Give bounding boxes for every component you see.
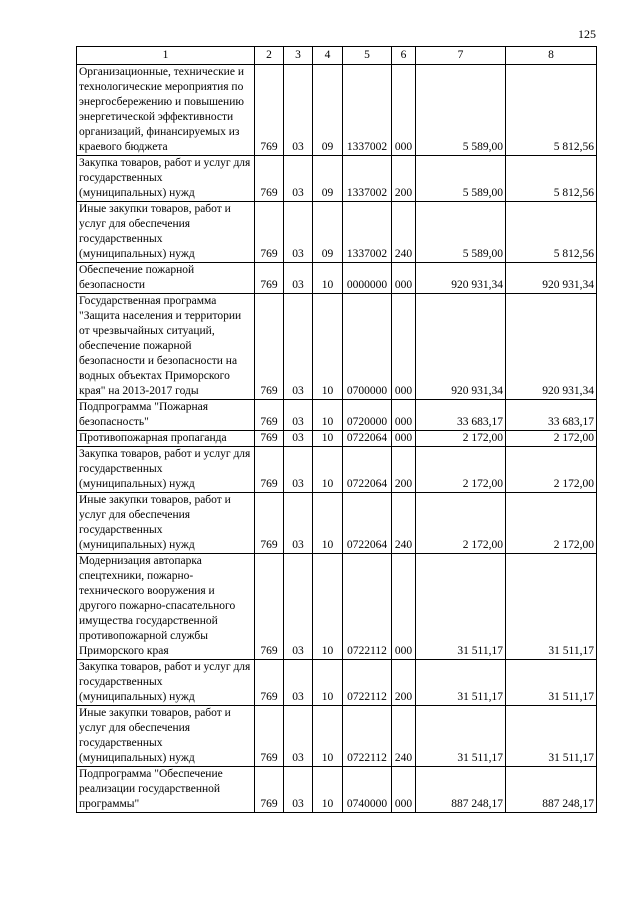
table-row (77, 447, 597, 493)
ministry-code: 769 (255, 493, 284, 554)
header-row (77, 47, 597, 65)
amount-year-2: 5 812,56 (506, 65, 597, 156)
ministry-code: 769 (255, 447, 284, 493)
table-row (77, 767, 597, 813)
item-name: Закупка товаров, работ и услуг для государственных (муниципальных) нужд (77, 660, 255, 706)
target-article-code: 1337002 (343, 202, 392, 263)
section-code: 03 (284, 447, 313, 493)
subsection-code: 10 (313, 431, 343, 447)
subsection-code: 10 (313, 554, 343, 660)
amount-year-2: 2 172,00 (506, 431, 597, 447)
header-col-1: 1 (77, 47, 255, 65)
amount-year-2: 31 511,17 (506, 706, 597, 767)
subsection-code: 10 (313, 660, 343, 706)
subsection-code: 10 (313, 767, 343, 813)
item-name: Обеспечение пожарной безопасности (77, 263, 255, 294)
expense-type-code: 000 (392, 767, 416, 813)
item-name: Закупка товаров, работ и услуг для государственных (муниципальных) нужд (77, 447, 255, 493)
table-row (77, 660, 597, 706)
section-code: 03 (284, 554, 313, 660)
subsection-code: 10 (313, 400, 343, 431)
item-name: Иные закупки товаров, работ и услуг для обеспечения государственных (муниципальных) нужд (77, 202, 255, 263)
ministry-code: 769 (255, 400, 284, 431)
page-number: 125 (578, 27, 596, 41)
subsection-code: 10 (313, 294, 343, 400)
ministry-code: 769 (255, 202, 284, 263)
item-name: Модернизация автопарка спецтехники, пожарно-технического вооружения и другого пожарно-спасательного имущества государственной противопожарной службы Приморского края (77, 554, 255, 660)
item-name: Иные закупки товаров, работ и услуг для обеспечения государственных (муниципальных) нужд (77, 706, 255, 767)
subsection-code: 09 (313, 202, 343, 263)
ministry-code: 769 (255, 263, 284, 294)
target-article-code: 1337002 (343, 156, 392, 202)
section-code: 03 (284, 400, 313, 431)
item-name: Закупка товаров, работ и услуг для государственных (муниципальных) нужд (77, 156, 255, 202)
target-article-code: 0722112 (343, 660, 392, 706)
amount-year-2: 33 683,17 (506, 400, 597, 431)
target-article-code: 0700000 (343, 294, 392, 400)
table-row (77, 156, 597, 202)
expense-type-code: 200 (392, 156, 416, 202)
header-col-7: 7 (416, 47, 506, 65)
table-row (77, 554, 597, 660)
ministry-code: 769 (255, 65, 284, 156)
amount-year-1: 2 172,00 (416, 447, 506, 493)
amount-year-2: 31 511,17 (506, 660, 597, 706)
item-name: Государственная программа "Защита населения и территории от чрезвычайных ситуаций, обеспечение пожарной безопасности и безопасности на водных объектах Приморского края" на 2013-2017 годы (77, 294, 255, 400)
table-row (77, 431, 597, 447)
ministry-code: 769 (255, 156, 284, 202)
item-name: Иные закупки товаров, работ и услуг для обеспечения государственных (муниципальных) нужд (77, 493, 255, 554)
ministry-code: 769 (255, 660, 284, 706)
amount-year-1: 887 248,17 (416, 767, 506, 813)
item-name: Подпрограмма "Пожарная безопасность" (77, 400, 255, 431)
section-code: 03 (284, 294, 313, 400)
amount-year-2: 920 931,34 (506, 263, 597, 294)
subsection-code: 10 (313, 493, 343, 554)
target-article-code: 0722112 (343, 706, 392, 767)
expense-type-code: 000 (392, 263, 416, 294)
table-row (77, 706, 597, 767)
expense-type-code: 200 (392, 660, 416, 706)
target-article-code: 0722064 (343, 493, 392, 554)
section-code: 03 (284, 263, 313, 294)
expense-type-code: 000 (392, 554, 416, 660)
item-name: Организационные, технические и технологические мероприятия по энергосбережению и повышению энергетической эффективности организаций, финансируемых из краевого бюджета (77, 65, 255, 156)
subsection-code: 10 (313, 447, 343, 493)
amount-year-1: 5 589,00 (416, 65, 506, 156)
amount-year-2: 5 812,56 (506, 156, 597, 202)
amount-year-2: 2 172,00 (506, 447, 597, 493)
target-article-code: 0000000 (343, 263, 392, 294)
amount-year-2: 5 812,56 (506, 202, 597, 263)
expense-type-code: 000 (392, 65, 416, 156)
amount-year-1: 2 172,00 (416, 493, 506, 554)
ministry-code: 769 (255, 706, 284, 767)
target-article-code: 0722112 (343, 554, 392, 660)
section-code: 03 (284, 156, 313, 202)
section-code: 03 (284, 660, 313, 706)
section-code: 03 (284, 706, 313, 767)
budget-table (76, 46, 597, 813)
item-name: Подпрограмма "Обеспечение реализации государственной программы" (77, 767, 255, 813)
subsection-code: 10 (313, 706, 343, 767)
amount-year-1: 5 589,00 (416, 156, 506, 202)
amount-year-1: 2 172,00 (416, 431, 506, 447)
amount-year-1: 31 511,17 (416, 554, 506, 660)
ministry-code: 769 (255, 554, 284, 660)
table-row (77, 65, 597, 156)
table-body (77, 65, 597, 813)
section-code: 03 (284, 65, 313, 156)
subsection-code: 09 (313, 156, 343, 202)
amount-year-1: 31 511,17 (416, 706, 506, 767)
header-col-5: 5 (343, 47, 392, 65)
subsection-code: 10 (313, 263, 343, 294)
ministry-code: 769 (255, 767, 284, 813)
table-row (77, 294, 597, 400)
amount-year-2: 31 511,17 (506, 554, 597, 660)
header-col-4: 4 (313, 47, 343, 65)
header-col-3: 3 (284, 47, 313, 65)
ministry-code: 769 (255, 431, 284, 447)
target-article-code: 0740000 (343, 767, 392, 813)
amount-year-2: 920 931,34 (506, 294, 597, 400)
expense-type-code: 000 (392, 294, 416, 400)
section-code: 03 (284, 767, 313, 813)
section-code: 03 (284, 431, 313, 447)
amount-year-2: 2 172,00 (506, 493, 597, 554)
table-row (77, 263, 597, 294)
table-row (77, 202, 597, 263)
target-article-code: 0720000 (343, 400, 392, 431)
expense-type-code: 200 (392, 447, 416, 493)
amount-year-1: 5 589,00 (416, 202, 506, 263)
target-article-code: 0722064 (343, 447, 392, 493)
subsection-code: 09 (313, 65, 343, 156)
expense-type-code: 240 (392, 493, 416, 554)
amount-year-1: 31 511,17 (416, 660, 506, 706)
target-article-code: 0722064 (343, 431, 392, 447)
target-article-code: 1337002 (343, 65, 392, 156)
header-col-6: 6 (392, 47, 416, 65)
section-code: 03 (284, 202, 313, 263)
amount-year-1: 33 683,17 (416, 400, 506, 431)
section-code: 03 (284, 493, 313, 554)
ministry-code: 769 (255, 294, 284, 400)
table-row (77, 400, 597, 431)
table-row (77, 493, 597, 554)
expense-type-code: 000 (392, 400, 416, 431)
header-col-2: 2 (255, 47, 284, 65)
expense-type-code: 000 (392, 431, 416, 447)
amount-year-1: 920 931,34 (416, 263, 506, 294)
expense-type-code: 240 (392, 706, 416, 767)
amount-year-2: 887 248,17 (506, 767, 597, 813)
item-name: Противопожарная пропаганда (77, 431, 255, 447)
expense-type-code: 240 (392, 202, 416, 263)
amount-year-1: 920 931,34 (416, 294, 506, 400)
header-col-8: 8 (506, 47, 597, 65)
